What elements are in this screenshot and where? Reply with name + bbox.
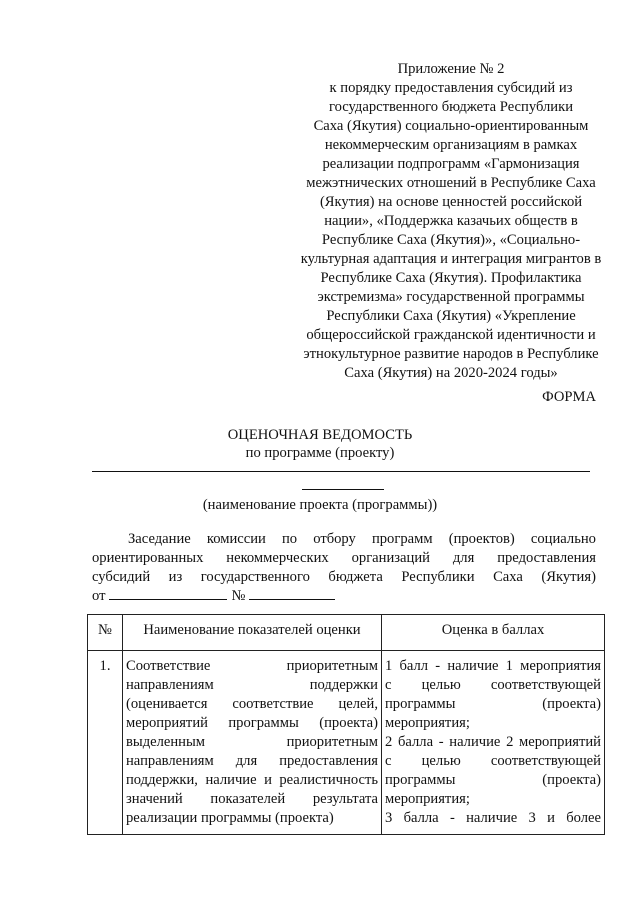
- cell-line: [126, 733, 378, 752]
- cell-line: [385, 733, 601, 752]
- meeting-text: [92, 568, 596, 587]
- appendix-line: (Якутия) на основе ценностей российской: [319, 194, 583, 210]
- word: отбору: [313, 531, 356, 547]
- project-name-hint: (наименование проекта (программы)): [202, 497, 438, 513]
- word: и: [264, 772, 272, 788]
- word: программы: [228, 715, 299, 731]
- word: реалистичность: [279, 772, 378, 788]
- cell-line: [385, 657, 601, 676]
- word: (проекта): [542, 696, 601, 712]
- score-cell: [382, 651, 605, 835]
- document-title: ОЦЕНОЧНАЯ ВЕДОМОСТЬ: [227, 427, 413, 443]
- word: для: [235, 753, 258, 769]
- word: (Якутия): [541, 569, 596, 585]
- meeting-text: [128, 530, 596, 549]
- cell-line: [385, 752, 601, 771]
- table-row: [88, 651, 605, 835]
- word: направлениям: [126, 677, 214, 693]
- word: поддержки: [309, 677, 378, 693]
- word: приоритетным: [286, 658, 378, 674]
- word: комиссии: [206, 531, 266, 547]
- meeting-paragraph: [92, 530, 596, 606]
- word: 2: [506, 734, 514, 750]
- cell-text: [385, 676, 601, 695]
- appendix-line: Приложение № 2: [397, 61, 505, 77]
- cell-text: [126, 771, 378, 790]
- number-blank: [249, 587, 335, 600]
- word: с: [385, 753, 392, 769]
- meeting-line: [92, 568, 596, 587]
- word: Саха: [493, 569, 523, 585]
- appendix-line: Саха (Якутия) на 2020-2024 годы»: [344, 365, 558, 381]
- cell-text: [385, 809, 601, 828]
- word: и: [547, 810, 555, 826]
- header-number: №: [88, 615, 123, 651]
- word: соответствующей: [490, 677, 601, 693]
- cell-text: [126, 695, 378, 714]
- word: (проекта): [542, 772, 601, 788]
- word: мероприятий: [519, 734, 601, 750]
- appendix-line: некоммерческим организациям в рамках: [324, 137, 578, 153]
- appendix-line: государственного бюджета Республики: [328, 99, 574, 115]
- cell-line: [385, 771, 601, 790]
- word: целью: [421, 753, 461, 769]
- cell-text: [126, 790, 378, 809]
- word: предоставления: [279, 753, 378, 769]
- word: соответствие: [232, 696, 314, 712]
- word: приоритетным: [286, 734, 378, 750]
- word: ориентированных: [92, 550, 204, 566]
- word: организаций: [351, 550, 430, 566]
- word: наличие: [205, 772, 257, 788]
- word: целей,: [338, 696, 378, 712]
- appendix-line: Республике Саха (Якутия)», «Социально-: [321, 232, 581, 248]
- word: более: [566, 810, 601, 826]
- word: Заседание: [128, 531, 191, 547]
- word: (проектов): [448, 531, 515, 547]
- appendix-line: культурная адаптация и интеграция мигрантов в: [300, 251, 602, 267]
- word: Соответствие: [126, 658, 211, 674]
- word: 1: [385, 658, 393, 674]
- word: 1: [505, 658, 513, 674]
- word: (проекта): [319, 715, 378, 731]
- cell-line: [126, 790, 378, 809]
- word: бюджета: [328, 569, 383, 585]
- appendix-line: к порядку предоставления субсидий из: [329, 80, 573, 96]
- word: некоммерческих: [226, 550, 329, 566]
- word: наличие: [449, 734, 501, 750]
- word: Республики: [401, 569, 475, 585]
- word: значений: [126, 791, 183, 807]
- word: программы: [385, 772, 456, 788]
- cell-line: [126, 676, 378, 695]
- cell-text: [126, 714, 378, 733]
- word: результата: [312, 791, 378, 807]
- number-label: №: [231, 588, 246, 604]
- cell-text: [385, 733, 601, 752]
- cell-line: [126, 771, 378, 790]
- form-label: ФОРМА: [542, 389, 596, 405]
- word: (оценивается: [126, 696, 208, 712]
- cell-line: [385, 714, 601, 733]
- row-number: 1.: [88, 651, 123, 835]
- table-header-row: [88, 615, 605, 651]
- cell-text: [126, 752, 378, 771]
- word: -: [449, 810, 455, 826]
- cell-text: [126, 733, 378, 752]
- cell-text: [126, 676, 378, 695]
- meeting-line: [92, 530, 596, 549]
- word: -: [438, 734, 444, 750]
- meeting-date-line: [92, 587, 596, 606]
- cell-text: мероприятия;: [385, 791, 470, 807]
- cell-line: [385, 695, 601, 714]
- appendix-line: реализации подпрограмм «Гармонизация: [322, 156, 580, 172]
- word: программ: [371, 531, 433, 547]
- word: -: [435, 658, 441, 674]
- document-subtitle: по программе (проекту): [245, 445, 395, 461]
- cell-line: [385, 676, 601, 695]
- word: мероприятий: [126, 715, 208, 731]
- header-indicator-name: Наименование показателей оценки: [123, 615, 382, 651]
- word: государственного: [200, 569, 310, 585]
- word: наличие: [466, 810, 518, 826]
- appendix-line: этнокультурное развитие народов в Республике: [303, 346, 599, 362]
- word: социально: [530, 531, 596, 547]
- word: мероприятия: [520, 658, 601, 674]
- meeting-text: [92, 549, 596, 568]
- evaluation-table: [87, 614, 605, 835]
- indicator-name-cell: [123, 651, 382, 835]
- date-label: от: [92, 588, 106, 604]
- word: целью: [421, 677, 461, 693]
- cell-line: [126, 714, 378, 733]
- appendix-line: общероссийской гражданской идентичности и: [306, 327, 596, 343]
- appendix-line: нации», «Поддержка казачьих обществ в: [324, 213, 578, 229]
- word: из: [168, 569, 183, 585]
- appendix-line: экстремизма» государственной программы: [317, 289, 585, 305]
- date-blank: [109, 587, 227, 600]
- cell-line: [126, 809, 378, 828]
- word: с: [385, 677, 392, 693]
- cell-line: [385, 790, 601, 809]
- cell-text: [126, 657, 378, 676]
- word: балла: [403, 810, 439, 826]
- project-name-blank-line: [92, 471, 590, 472]
- cell-line: [126, 752, 378, 771]
- appendix-header: [292, 60, 610, 383]
- project-name-blank-line-continued: [302, 489, 384, 490]
- word: 2: [385, 734, 393, 750]
- word: показателей: [210, 791, 286, 807]
- appendix-line: Республики Саха (Якутия) «Укрепление: [326, 308, 576, 324]
- appendix-line: Саха (Якутия) социально-ориентированным: [313, 118, 589, 134]
- word: наличие: [447, 658, 499, 674]
- word: выделенным: [126, 734, 206, 750]
- cell-line: [385, 809, 601, 828]
- word: 3: [385, 810, 393, 826]
- appendix-line: Республике Саха (Якутия). Профилактика: [320, 270, 582, 286]
- word: соответствующей: [490, 753, 601, 769]
- cell-line: [126, 657, 378, 676]
- word: по: [281, 531, 298, 547]
- word: поддержки,: [126, 772, 198, 788]
- word: программы: [385, 696, 456, 712]
- word: для: [452, 550, 475, 566]
- word: предоставления: [497, 550, 596, 566]
- cell-text: реализации программы (проекта): [126, 810, 334, 826]
- cell-line: [126, 695, 378, 714]
- cell-text: [385, 752, 601, 771]
- appendix-line: межэтнических отношений в Республике Саха: [306, 175, 596, 191]
- word: 3: [528, 810, 536, 826]
- cell-text: [385, 657, 601, 676]
- cell-text: мероприятия;: [385, 715, 470, 731]
- word: балла: [397, 734, 434, 750]
- word: направлениям: [126, 753, 214, 769]
- cell-text: [385, 771, 601, 790]
- header-score: Оценка в баллах: [382, 615, 605, 651]
- word: балл: [399, 658, 429, 674]
- cell-text: [385, 695, 601, 714]
- meeting-line: [92, 549, 596, 568]
- word: субсидий: [92, 569, 151, 585]
